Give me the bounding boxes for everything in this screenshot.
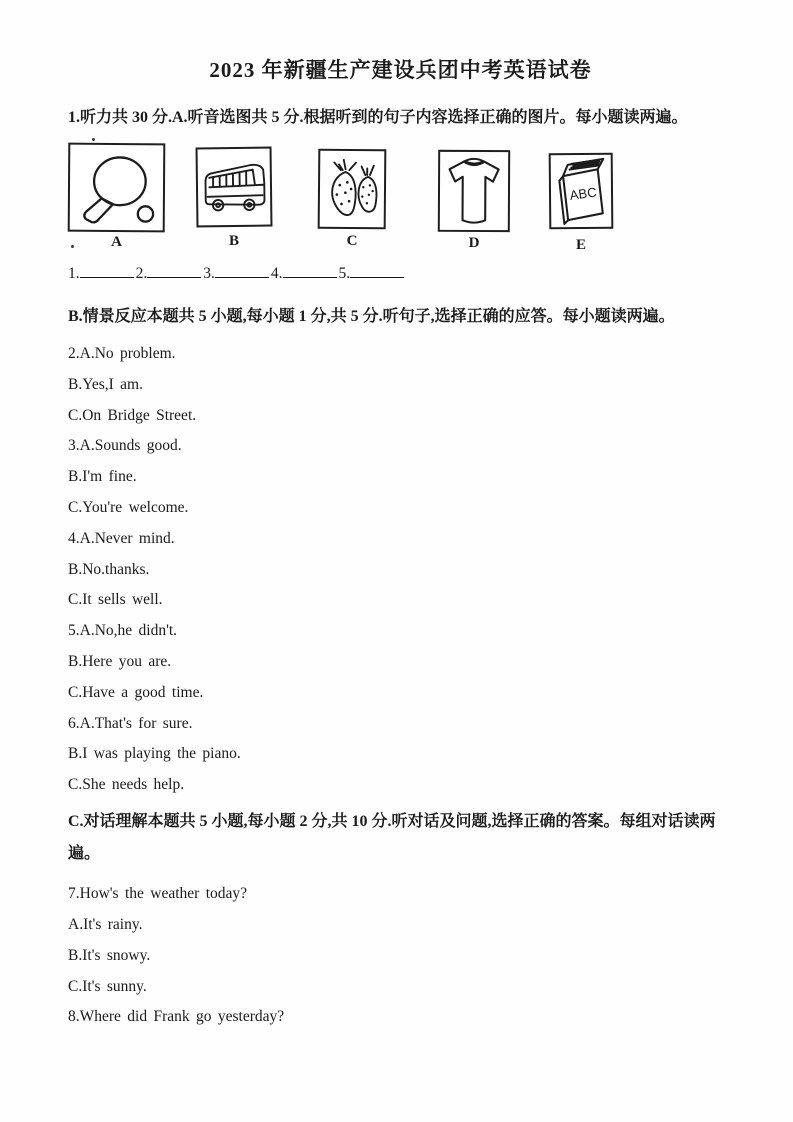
picture-label: C	[346, 233, 358, 249]
blank-number: 3.	[203, 265, 215, 282]
answer-blanks-row	[68, 264, 733, 283]
section-c-header: C.对话理解本题共 5 小题,每小题 2 分,共 10 分.听对话及问题,选择正确的答案。每组对话读两遍。	[68, 813, 716, 863]
abc-book-icon	[551, 155, 612, 228]
section-b-options	[68, 344, 733, 795]
option-line: B.Here you are.	[68, 652, 172, 670]
scan-artifact-dot	[92, 138, 95, 141]
section-a-header: 1.听力共 30 分.A.听音选图共 5 分.根据听到的句子内容选择正确的图片。每小题读两遍。	[68, 109, 688, 126]
option-line: A.It's rainy.	[68, 915, 143, 933]
answer-blank-1	[68, 265, 136, 282]
option-line: B.I'm fine.	[68, 468, 137, 486]
option-line: C.You're welcome.	[68, 498, 189, 516]
picture-box	[549, 153, 614, 230]
option-line: C.She needs help.	[68, 776, 185, 794]
picture-label: B	[228, 233, 239, 249]
answer-blank-4	[271, 265, 339, 282]
option-line: 7.How's the weather today?	[68, 885, 248, 903]
blank-number: 4.	[270, 265, 283, 282]
option-line: B.I was playing the piano.	[68, 745, 241, 763]
section-c-options	[68, 884, 733, 1027]
option-line: 4.A.Never mind.	[68, 529, 175, 547]
option-line: C.It sells well.	[68, 591, 163, 609]
picture-box	[68, 143, 166, 233]
answer-blank-line	[350, 264, 404, 278]
option-line: B.No.thanks.	[68, 560, 150, 578]
picture-option-d	[438, 150, 510, 252]
section-b-header: B.情景反应本题共 5 小题,每小题 1 分,共 5 分.听句子,选择正确的应答。每小题读两遍。	[68, 308, 675, 325]
option-line: C.On Bridge Street.	[68, 406, 197, 424]
picture-option-a	[68, 143, 165, 251]
strawberries-icon	[320, 151, 385, 228]
answer-blank-line	[147, 264, 201, 278]
picture-option-c	[318, 149, 386, 250]
picture-option-e	[549, 153, 613, 254]
picture-label: D	[468, 235, 480, 251]
answer-blank-5	[339, 265, 407, 282]
option-line: C.It's sunny.	[68, 977, 147, 995]
option-line: 2.A.No problem.	[68, 345, 176, 362]
blank-number: 5.	[338, 265, 351, 282]
option-line: B.Yes,I am.	[68, 375, 143, 393]
blank-number: 1.	[68, 265, 80, 282]
picture-box	[196, 147, 273, 228]
option-line: B.It's snowy.	[68, 946, 151, 964]
option-line: 8.Where did Frank go yesterday?	[68, 1008, 285, 1026]
option-line: 3.A.Sounds good.	[68, 437, 182, 455]
picture-box	[318, 149, 387, 230]
picture-label: A	[111, 234, 122, 250]
page-title: 2023 年新疆生产建设兵团中考英语试卷	[209, 58, 592, 82]
picture-options-row	[68, 143, 733, 253]
answer-blank-line	[283, 264, 337, 278]
option-line: C.Have a good time.	[68, 683, 204, 701]
picture-label: E	[575, 237, 586, 253]
option-line: 6.A.That's for sure.	[68, 714, 193, 732]
bus-icon	[198, 149, 271, 226]
abc-book-cover-text: ABC	[568, 184, 598, 203]
ping-pong-paddle-icon	[70, 145, 164, 231]
answer-blank-line	[80, 264, 134, 278]
answer-blank-2	[136, 265, 204, 282]
picture-box	[438, 150, 510, 232]
answer-blank-line	[215, 264, 269, 278]
option-line: 5.A.No,he didn't.	[68, 622, 178, 640]
blank-number: 2.	[135, 265, 148, 282]
answer-blank-3	[203, 265, 271, 282]
t-shirt-icon	[440, 152, 508, 230]
picture-option-b	[196, 147, 272, 250]
